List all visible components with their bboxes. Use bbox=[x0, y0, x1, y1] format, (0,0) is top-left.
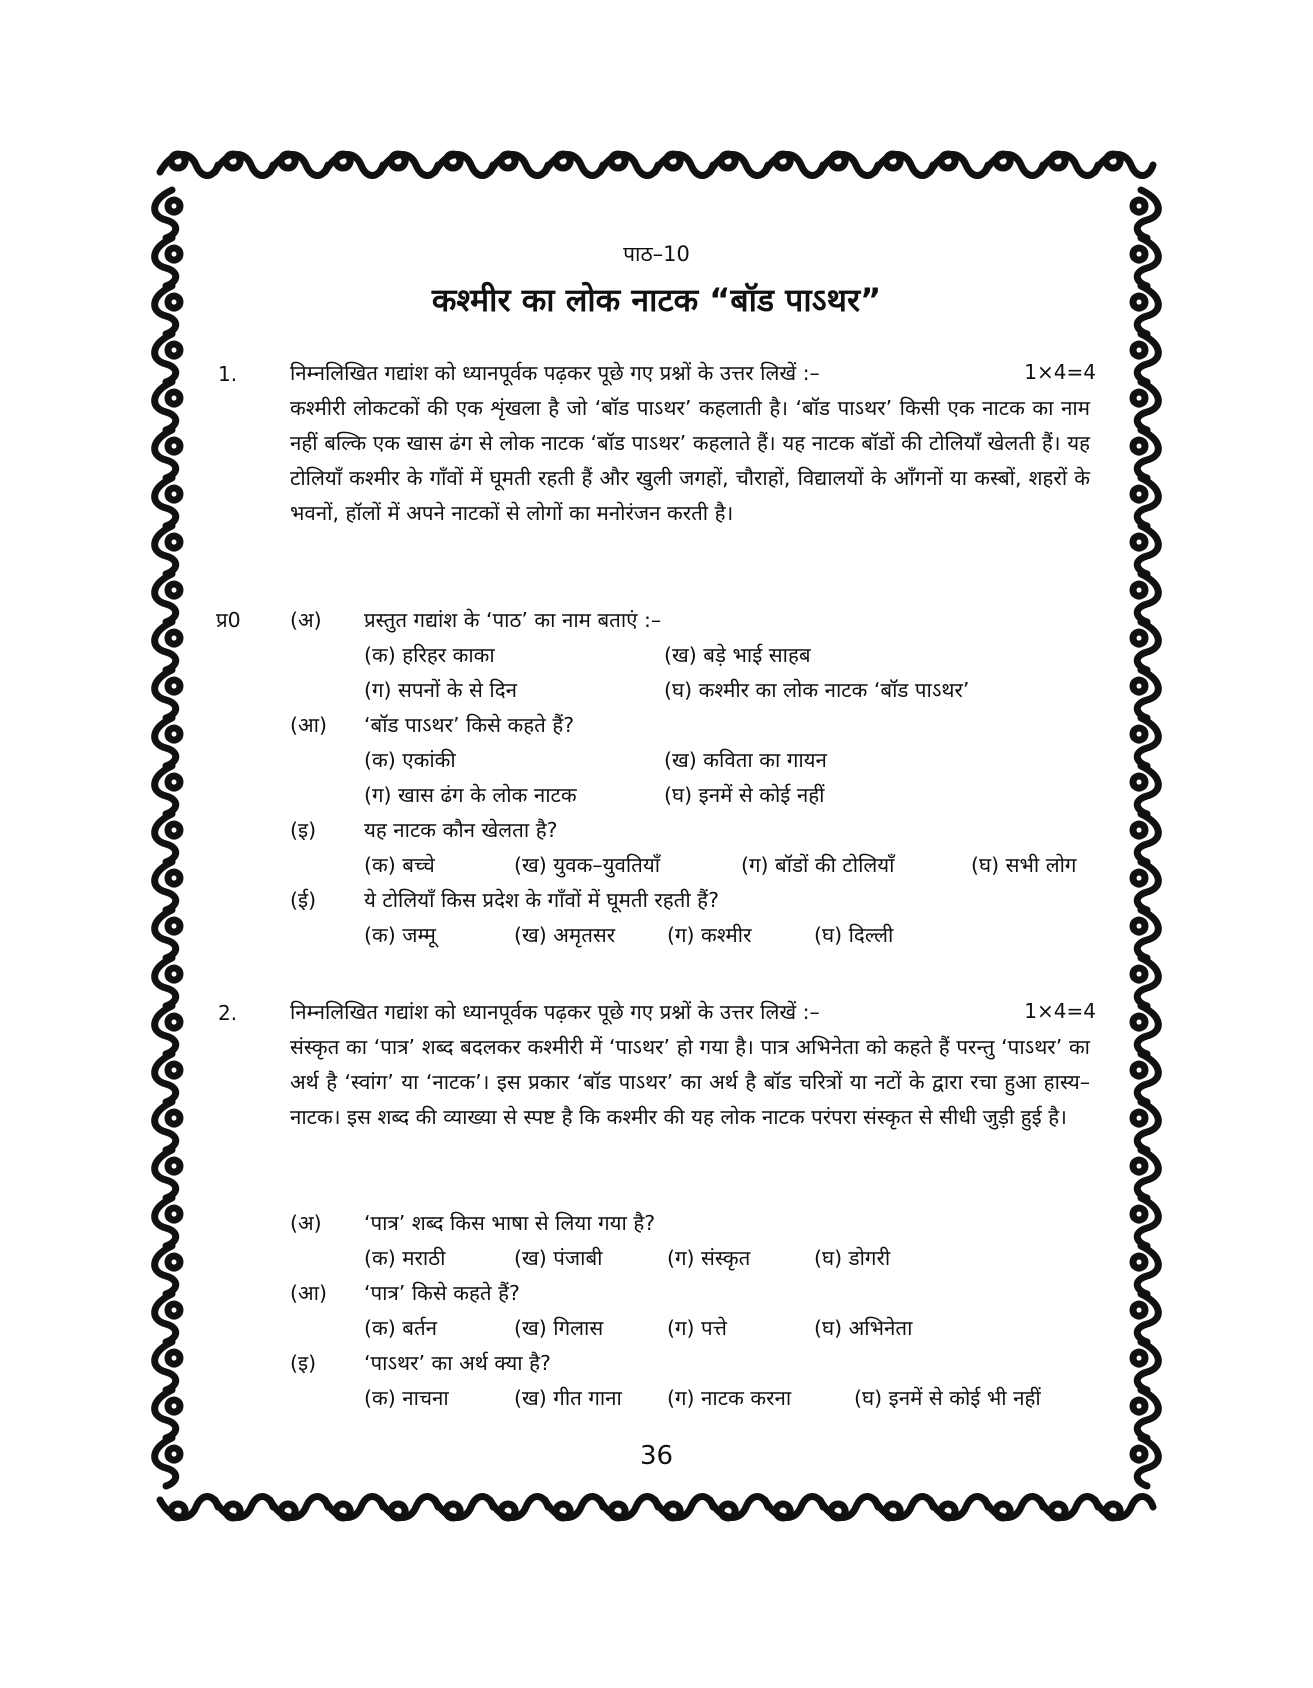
q2-i-text: ‘पाऽथर’ का अर्थ क्या है? bbox=[364, 1351, 551, 1375]
lesson-title: कश्मीर का लोक नाटक “बॉड पाऽथर” bbox=[431, 281, 882, 319]
q1-aa-option: (क) एकांकी bbox=[364, 748, 456, 772]
q1-ii-option: (घ) दिल्ली bbox=[814, 923, 894, 947]
q2-a-option: (ग) संस्कृत bbox=[667, 1246, 751, 1270]
q2-a-option: (घ) डोगरी bbox=[814, 1246, 891, 1270]
q1-aa-option: (ख) कविता का गायन bbox=[664, 748, 827, 772]
question-1-marks: 1×4=4 bbox=[1024, 360, 1096, 384]
q2-a-option: (ख) पंजाबी bbox=[514, 1246, 603, 1270]
q2-i-label: (इ) bbox=[290, 1351, 317, 1375]
q1-a-option: (ग) सपनों के से दिन bbox=[364, 678, 517, 702]
q1-a-option: (घ) कश्मीर का लोक नाटक ‘बॉड पाऽथर’ bbox=[664, 678, 970, 702]
q1-i-label: (इ) bbox=[290, 818, 317, 842]
q1-a-option: (क) हरिहर काका bbox=[364, 643, 495, 667]
q1-a-label: (अ) bbox=[290, 608, 322, 632]
q1-ii-text: ये टोलियाँ किस प्रदेश के गाँवों में घूमती रहती हैं? bbox=[364, 888, 719, 912]
q2-i-option: (ख) गीत गाना bbox=[514, 1386, 622, 1410]
q1-ii-label: (ई) bbox=[290, 888, 317, 912]
question-1-passage: कश्मीरी लोकटकों की एक शृंखला है जो ‘बॉड पाऽथर’ कहलाती है। ‘बॉड पाऽथर’ किसी एक नाटक का नाम नहीं बल्कि एक खास ढंग से लोक नाटक ‘बॉड पाऽथर’ कहलाते हैं। यह नाटक बॉडों की टोलियाँ खेलती हैं। यह टोलियाँ कश्मीर के गाँवों में घूमती रहती हैं और खुली जगहों, चौराहों, विद्यालयों के आँगनों या कस्बों, शहरों के भवनों, हॉलों में अपने नाटकों से लोगों का मनोरंजन करती है। bbox=[290, 396, 1090, 525]
question-2-marks: 1×4=4 bbox=[1024, 999, 1096, 1023]
lesson-number: पाठ–10 bbox=[623, 242, 690, 266]
q1-aa-option: (घ) इनमें से कोई नहीं bbox=[664, 783, 825, 807]
q1-ii-option: (ग) कश्मीर bbox=[667, 923, 752, 947]
q1-i-option: (ग) बॉडों की टोलियाँ bbox=[741, 853, 895, 877]
question-2-instruction: निम्नलिखित गद्यांश को ध्यानपूर्वक पढ़कर पूछे गए प्रश्नों के उत्तर लिखें :– bbox=[290, 1000, 820, 1024]
page-number: 36 bbox=[639, 1441, 674, 1471]
question-prefix: प्र0 bbox=[216, 608, 241, 632]
q1-a-option: (ख) बड़े भाई साहब bbox=[664, 643, 811, 667]
q2-i-option: (ग) नाटक करना bbox=[667, 1386, 792, 1410]
q2-aa-option: (घ) अभिनेता bbox=[814, 1316, 913, 1340]
q1-ii-option: (ख) अमृतसर bbox=[514, 923, 616, 947]
q1-aa-text: ‘बॉड पाऽथर’ किसे कहते हैं? bbox=[364, 713, 575, 737]
q1-i-option: (क) बच्चे bbox=[364, 853, 435, 877]
question-1-number: 1. bbox=[218, 362, 238, 386]
question-1-instruction: निम्नलिखित गद्यांश को ध्यानपूर्वक पढ़कर पूछे गए प्रश्नों के उत्तर लिखें :– bbox=[290, 361, 820, 385]
q1-aa-option: (ग) खास ढंग के लोक नाटक bbox=[364, 783, 577, 807]
q2-a-label: (अ) bbox=[290, 1211, 322, 1235]
question-2-number: 2. bbox=[218, 1001, 238, 1025]
q1-ii-option: (क) जम्मू bbox=[364, 923, 436, 947]
q2-aa-text: ‘पात्र’ किसे कहते हैं? bbox=[364, 1281, 520, 1305]
q1-i-option: (घ) सभी लोग bbox=[971, 853, 1077, 877]
q1-a-text: प्रस्तुत गद्यांश के ‘पाठ’ का नाम बताएं :– bbox=[364, 608, 662, 632]
q2-aa-label: (आ) bbox=[290, 1281, 327, 1305]
q1-i-option: (ख) युवक–युवतियाँ bbox=[514, 853, 661, 877]
q2-i-option: (घ) इनमें से कोई भी नहीं bbox=[854, 1386, 1041, 1410]
q1-aa-label: (आ) bbox=[290, 713, 327, 737]
q2-aa-option: (क) बर्तन bbox=[364, 1316, 438, 1340]
q1-i-text: यह नाटक कौन खेलता है? bbox=[364, 818, 558, 842]
q2-aa-option: (ख) गिलास bbox=[514, 1316, 604, 1340]
question-2-passage: संस्कृत का ‘पात्र’ शब्द बदलकर कश्मीरी में ‘पाऽथर’ हो गया है। पात्र अभिनेता को कहते हैं परन्तु ‘पाऽथर’ का अर्थ है ‘स्वांग’ या ‘नाटक’। इस प्रकार ‘बॉड पाऽथर’ का अर्थ है बॉड चरित्रों या नटों के द्वारा रचा हुआ हास्य–नाटक। इस शब्द की व्याख्या से स्पष्ट है कि कश्मीर की यह लोक नाटक परंपरा संस्कृत से सीधी जुड़ी हुई है। bbox=[290, 1035, 1090, 1129]
q2-aa-option: (ग) पत्ते bbox=[667, 1316, 727, 1340]
q2-i-option: (क) नाचना bbox=[364, 1386, 449, 1410]
q2-a-text: ‘पात्र’ शब्द किस भाषा से लिया गया है? bbox=[364, 1211, 656, 1235]
q2-a-option: (क) मराठी bbox=[364, 1246, 446, 1270]
